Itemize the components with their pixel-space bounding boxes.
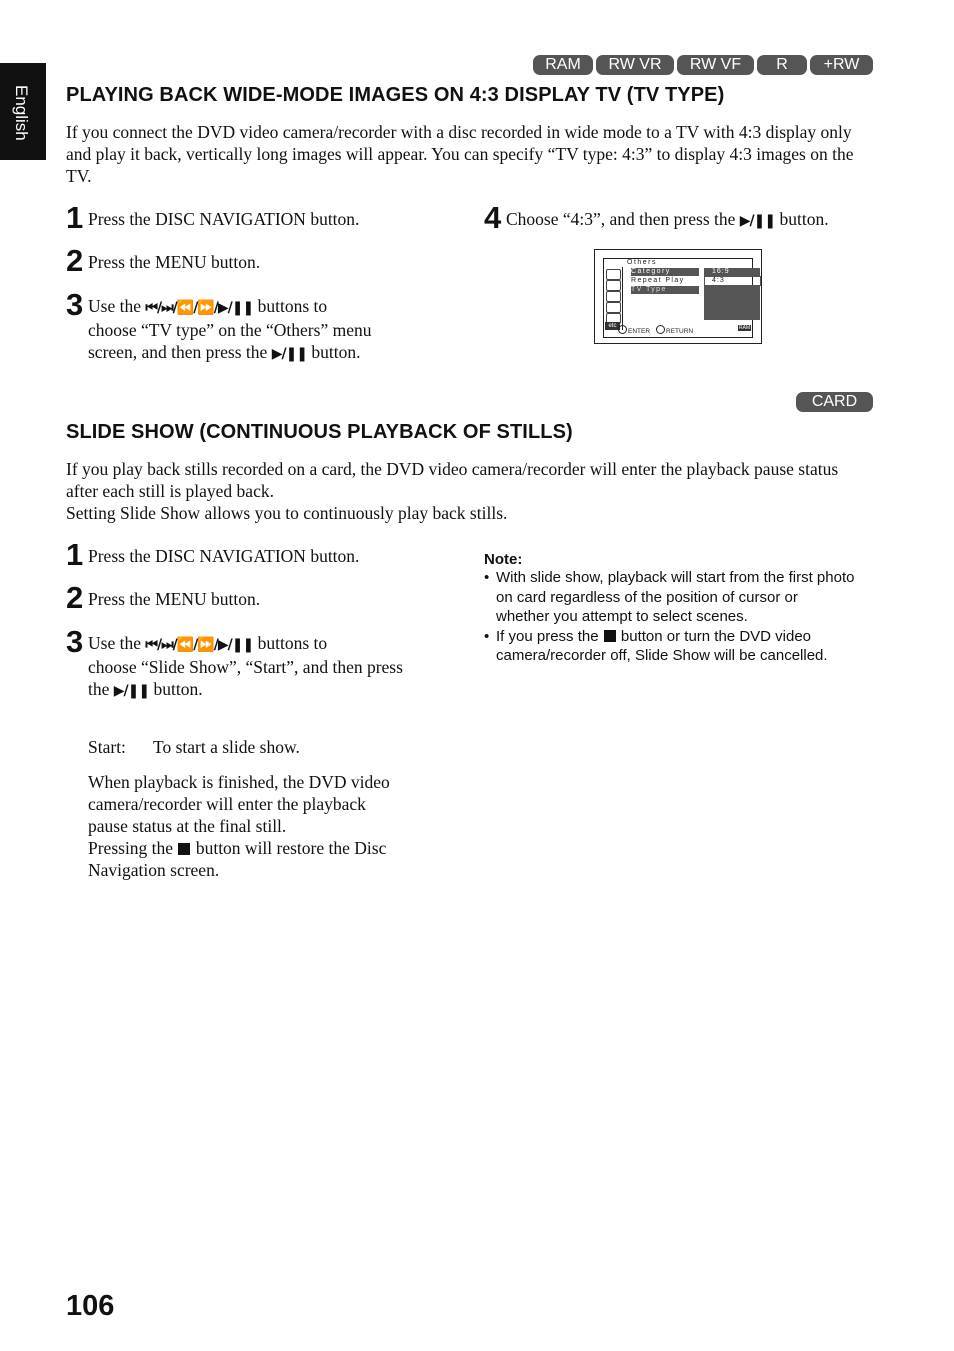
stop-icon [604, 630, 616, 642]
step-text-part: buttons to [257, 633, 328, 653]
note-item [484, 627, 879, 666]
step-text-part: button. [153, 679, 203, 699]
section-title-tv-type: PLAYING BACK WIDE-MODE IMAGES ON 4:3 DISPLAY TV (TV TYPE) [66, 84, 725, 106]
disc-indicator: RAM [739, 325, 751, 331]
note-line: on card regardless of the position of cursor or [496, 588, 798, 606]
section-intro-slide-show-2: Setting Slide Show allows you to continuously play back stills. [66, 503, 508, 523]
step-number: 2 [66, 243, 84, 278]
finish-line: When playback is finished, the DVD video [88, 772, 390, 792]
navigation-buttons-icon: ⏮/⏭/⏪/⏩/▶/❚❚ [145, 300, 254, 316]
menu-item-tv-type: TV Type [631, 286, 667, 293]
section-intro-slide-show: If you play back stills recorded on a card, the DVD video camera/recorder will enter the playback pause status after each still is played back. [66, 459, 839, 501]
note-line: camera/recorder off, Slide Show will be cancelled. [496, 647, 828, 664]
badge-plus-rw: +RW [810, 55, 873, 75]
return-hint [656, 325, 693, 335]
step-number: 2 [66, 580, 84, 615]
note-title: Note: [484, 551, 523, 568]
step-text: Press the MENU button. [88, 589, 261, 609]
menu-screen-illustration [594, 249, 762, 344]
step-text: Press the DISC NAVIGATION button. [88, 546, 360, 566]
section-title-slide-show: SLIDE SHOW (CONTINUOUS PLAYBACK OF STILLS) [66, 421, 573, 443]
return-label: RETURN [666, 328, 694, 335]
return-button-icon [656, 325, 665, 334]
badge-card: CARD [796, 392, 873, 412]
stop-icon [178, 843, 190, 855]
step-text [88, 632, 468, 702]
finish-text-part: button will restore the Disc [195, 838, 387, 858]
step-number: 1 [66, 537, 84, 572]
scene-icon [606, 291, 621, 302]
note-text-part: button or turn the DVD video [620, 627, 812, 645]
step-number: 3 [66, 287, 84, 322]
note-line [496, 627, 879, 647]
note-line: With slide show, playback will start from the first photo [496, 569, 855, 586]
step-text-part: Use the [88, 296, 141, 316]
menu-title: Others [627, 259, 658, 266]
step-number: 4 [484, 200, 502, 235]
play-pause-icon: ▶/❚❚ [271, 346, 308, 362]
step-line [88, 632, 468, 656]
step-text-part: Use the [88, 633, 141, 653]
step-text: Press the MENU button. [88, 252, 261, 272]
step-text-part: the [88, 679, 110, 699]
play-pause-icon: ▶/❚❚ [113, 683, 150, 699]
option-4-3: 4:3 [712, 277, 725, 284]
note-text-part: If you press the [496, 627, 599, 645]
step-text-part: button. [311, 342, 361, 362]
step-text-part: Choose “4:3”, and then press the [506, 209, 736, 229]
note-list [484, 568, 879, 666]
navigation-buttons-icon: ⏮/⏭/⏪/⏩/▶/❚❚ [145, 637, 254, 653]
step-line [88, 341, 458, 365]
section-intro-tv-type: If you connect the DVD video camera/recorder with a disc recorded in wide mode to a TV with 4:3 display only and play it back, vertically long images will appear. You can specify “TV type: 4:3” to display 4:3 images on the TV. [66, 122, 854, 186]
camera-icon [606, 269, 621, 280]
bullet-icon: • [484, 627, 490, 645]
enter-label: ENTER [628, 328, 651, 335]
step-line: choose “TV type” on the “Others” menu [88, 320, 372, 340]
badge-r: R [757, 55, 807, 75]
badge-ram: RAM [533, 55, 593, 75]
badge-rw-vr: RW VR [596, 55, 674, 75]
disc-icon [606, 302, 621, 313]
note-title-text: Note [484, 551, 518, 568]
etc-icon: etc [605, 322, 620, 330]
start-label: Start: [88, 737, 126, 757]
finish-line: camera/recorder will enter the playback [88, 794, 366, 814]
finish-line [88, 837, 468, 859]
finish-text-part: Pressing the [88, 838, 174, 858]
list-icon [606, 280, 621, 291]
option-panel [704, 285, 760, 320]
step-number: 1 [66, 200, 84, 235]
step-line [88, 295, 458, 319]
enter-button-icon [618, 325, 627, 334]
play-pause-icon: ▶/❚❚ [739, 213, 776, 229]
language-tab [0, 63, 46, 160]
step-text [88, 295, 458, 365]
language-tab-label: English [12, 85, 31, 141]
finish-line: Navigation screen. [88, 860, 220, 880]
step-text-part: buttons to [257, 296, 328, 316]
finish-line: pause status at the final still. [88, 816, 287, 836]
step-line [88, 678, 468, 702]
step-text: Press the DISC NAVIGATION button. [88, 209, 360, 229]
note-item [484, 568, 879, 627]
step-text [506, 208, 829, 232]
bullet-icon: • [484, 569, 490, 586]
step-text-part: button. [779, 209, 829, 229]
note-line: whether you attempt to select scenes. [496, 608, 748, 625]
option-16-9: 16:9 [712, 268, 730, 275]
finish-description [88, 771, 468, 881]
step-text-part: screen, and then press the [88, 342, 268, 362]
menu-screen-frame [603, 258, 753, 338]
enter-hint [618, 325, 650, 335]
menu-item-category: Category [631, 268, 671, 275]
badge-rw-vf: RW VF [677, 55, 754, 75]
start-description: To start a slide show. [153, 737, 300, 757]
menu-icon-column [604, 267, 623, 330]
step-number: 3 [66, 624, 84, 659]
menu-item-repeat-play: Repeat Play [631, 277, 685, 284]
step-line: choose “Slide Show”, “Start”, and then press [88, 657, 403, 677]
page-number: 106 [66, 1290, 115, 1322]
